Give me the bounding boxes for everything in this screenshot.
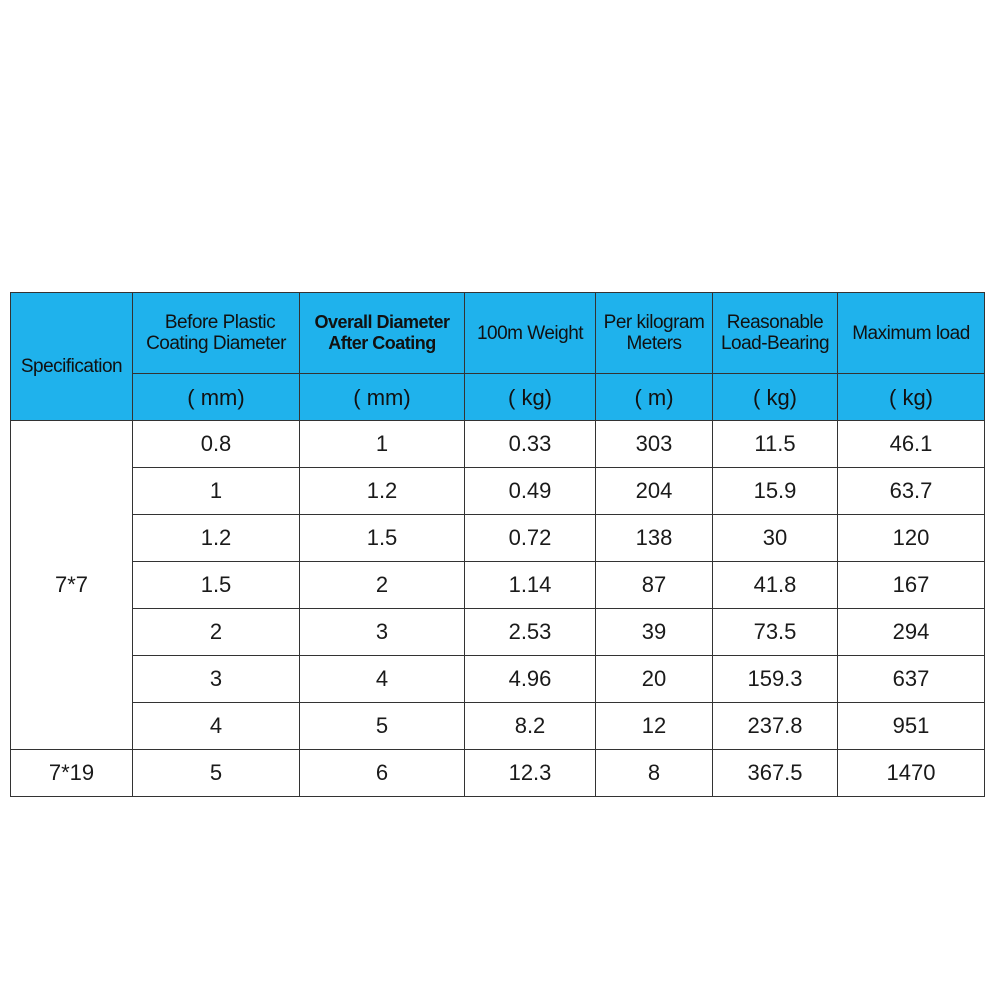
unit-cell: ( mm): [300, 374, 465, 421]
unit-cell: ( kg): [838, 374, 985, 421]
spec-group-cell: 7*7: [11, 421, 133, 750]
unit-cell: ( m): [596, 374, 713, 421]
unit-cell: ( kg): [465, 374, 596, 421]
header-row: [11, 293, 985, 374]
header-max-load: Maximum load: [838, 293, 985, 374]
table-cell: 1: [133, 468, 300, 515]
table-cell: 159.3: [713, 656, 838, 703]
table-cell: 11.5: [713, 421, 838, 468]
spec-group-cell: 7*19: [11, 750, 133, 797]
specification-table: [10, 292, 985, 797]
table-cell: 30: [713, 515, 838, 562]
table-cell: 12: [596, 703, 713, 750]
unit-cell: ( mm): [133, 374, 300, 421]
table-cell: 4.96: [465, 656, 596, 703]
table-cell: 3: [300, 609, 465, 656]
units-row: [11, 374, 985, 421]
table-row: [11, 562, 985, 609]
table-cell: 4: [300, 656, 465, 703]
table-cell: 73.5: [713, 609, 838, 656]
table-cell: 63.7: [838, 468, 985, 515]
table-row: [11, 609, 985, 656]
header-load-bearing: Reasonable Load-Bearing: [713, 293, 838, 374]
table-body: [11, 421, 985, 797]
table-cell: 5: [133, 750, 300, 797]
table-cell: 367.5: [713, 750, 838, 797]
table-cell: 2.53: [465, 609, 596, 656]
table-cell: 637: [838, 656, 985, 703]
table-cell: 303: [596, 421, 713, 468]
table-cell: 204: [596, 468, 713, 515]
table-cell: 6: [300, 750, 465, 797]
table-cell: 5: [300, 703, 465, 750]
table-cell: 237.8: [713, 703, 838, 750]
table-cell: 1.2: [300, 468, 465, 515]
table-cell: 0.8: [133, 421, 300, 468]
table-cell: 2: [133, 609, 300, 656]
table-row: [11, 703, 985, 750]
table-cell: 8.2: [465, 703, 596, 750]
table-cell: 12.3: [465, 750, 596, 797]
table-cell: 120: [838, 515, 985, 562]
table-cell: 39: [596, 609, 713, 656]
table-row: [11, 421, 985, 468]
table-cell: 8: [596, 750, 713, 797]
table-cell: 46.1: [838, 421, 985, 468]
table-cell: 41.8: [713, 562, 838, 609]
table-cell: 3: [133, 656, 300, 703]
table-cell: 15.9: [713, 468, 838, 515]
unit-cell: ( kg): [713, 374, 838, 421]
table-cell: 138: [596, 515, 713, 562]
table-cell: 87: [596, 562, 713, 609]
table-cell: 1.2: [133, 515, 300, 562]
table-cell: 294: [838, 609, 985, 656]
table-cell: 4: [133, 703, 300, 750]
table-cell: 1: [300, 421, 465, 468]
header-overall-diameter: Overall Diameter After Coating: [300, 293, 465, 374]
table-cell: 1470: [838, 750, 985, 797]
table-cell: 0.33: [465, 421, 596, 468]
table-cell: 1.5: [300, 515, 465, 562]
table-cell: 0.72: [465, 515, 596, 562]
header-specification: Specification: [11, 293, 133, 421]
table-cell: 2: [300, 562, 465, 609]
table-header: [11, 293, 985, 421]
header-before-diameter: Before Plastic Coating Diameter: [133, 293, 300, 374]
header-per-kg: Per kilogram Meters: [596, 293, 713, 374]
table-row: [11, 515, 985, 562]
table-cell: 1.5: [133, 562, 300, 609]
table-cell: 167: [838, 562, 985, 609]
table-row: [11, 656, 985, 703]
table-row: [11, 468, 985, 515]
table-cell: 0.49: [465, 468, 596, 515]
table-row: [11, 750, 985, 797]
table-cell: 1.14: [465, 562, 596, 609]
table-cell: 20: [596, 656, 713, 703]
header-weight: 100m Weight: [465, 293, 596, 374]
table-cell: 951: [838, 703, 985, 750]
